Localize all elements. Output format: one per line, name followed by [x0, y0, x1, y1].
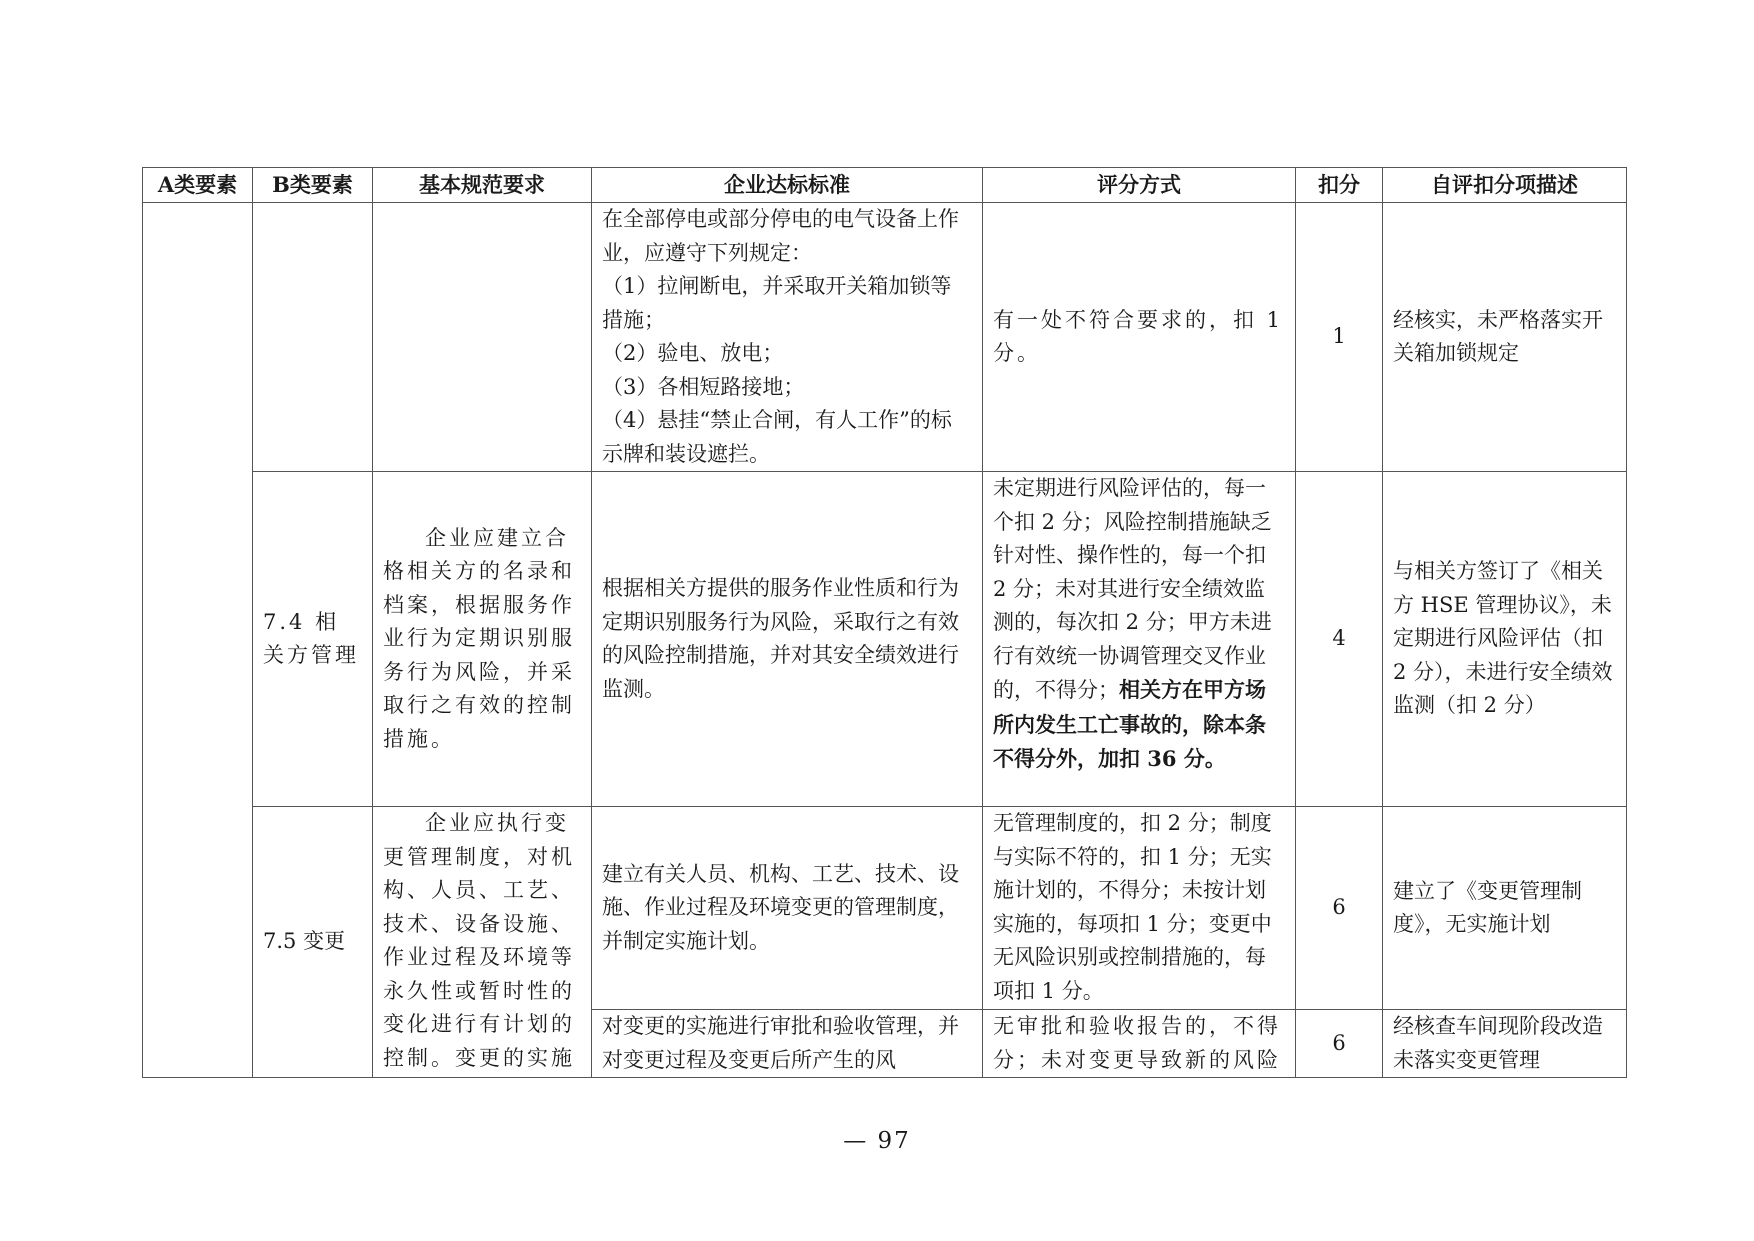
scoring-cell: 有一处不符合要求的，扣 1 分。	[983, 203, 1296, 472]
a-element-cell	[143, 203, 253, 1078]
standard-cell: 在全部停电或部分停电的电气设备上作业，应遵守下列规定： （1）拉闸断电，并采取开关箱加锁等措施； （2）验电、放电； （3）各相短路接地； （4）悬挂“禁止合闸，有人工作”的标示牌和装设遮拦。	[592, 203, 983, 472]
b-element-cell	[253, 203, 373, 472]
header-b-element: B类要素	[253, 168, 373, 203]
deduct-cell: 1	[1296, 203, 1383, 472]
scoring-cell	[983, 472, 1296, 807]
table-row	[143, 203, 1627, 472]
basic-requirement-cell: 企业应建立合格相关方的名录和档案，根据服务作业行为定期识别服务行为风险，并采取行之有效的控制措施。	[373, 472, 592, 807]
table-row	[143, 472, 1627, 807]
evaluation-table	[142, 167, 1627, 1078]
self-eval-cell: 经核查车间现阶段改造未落实变更管理	[1383, 1010, 1627, 1078]
table-row	[143, 807, 1627, 1010]
self-eval-cell: 与相关方签订了《相关方 HSE 管理协议》，未定期进行风险评估（扣 2 分），未进行安全绩效监测（扣 2 分）	[1383, 472, 1627, 807]
page-number: — 97	[843, 1128, 911, 1154]
deduct-cell: 6	[1296, 807, 1383, 1010]
header-deduct: 扣分	[1296, 168, 1383, 203]
self-eval-cell: 建立了《变更管理制度》，无实施计划	[1383, 807, 1627, 1010]
table-header-row	[143, 168, 1627, 203]
header-standard: 企业达标标准	[592, 168, 983, 203]
b-element-cell: 7.4 相关方管理	[253, 472, 373, 807]
header-self-eval: 自评扣分项描述	[1383, 168, 1627, 203]
basic-requirement-cell: 企业应执行变更管理制度，对机构、人员、工艺、技术、设备设施、作业过程及环境等永久性或暂时性的变化进行有计划的控制。变更的实施	[373, 807, 592, 1078]
header-a-element: A类要素	[143, 168, 253, 203]
standard-cell: 建立有关人员、机构、工艺、技术、设施、作业过程及环境变更的管理制度，并制定实施计划。	[592, 807, 983, 1010]
standard-cell: 根据相关方提供的服务作业性质和行为定期识别服务行为风险，采取行之有效的风险控制措施，并对其安全绩效进行监测。	[592, 472, 983, 807]
standard-cell: 对变更的实施进行审批和验收管理，并对变更过程及变更后所产生的风	[592, 1010, 983, 1078]
basic-requirement-cell	[373, 203, 592, 472]
deduct-cell: 4	[1296, 472, 1383, 807]
header-basic-requirement: 基本规范要求	[373, 168, 592, 203]
scoring-text: 未定期进行风险评估的，每一个扣 2 分；风险控制措施缺乏针对性、操作性的，每一个扣 2 分；未对其进行安全绩效监测的，每次扣 2 分；甲方未进行有效统一协调管理交叉作业的，不得分；	[993, 476, 1272, 702]
scoring-bold-text: 相关方在甲方场所内发生工亡事故的，除本条不得分外，加扣 36 分。	[993, 677, 1266, 771]
self-eval-cell: 经核实，未严格落实开关箱加锁规定	[1383, 203, 1627, 472]
scoring-cell: 无审批和验收报告的，不得分；未对变更导致新的风险	[983, 1010, 1296, 1078]
deduct-cell: 6	[1296, 1010, 1383, 1078]
scoring-cell: 无管理制度的，扣 2 分；制度与实际不符的，扣 1 分；无实施计划的，不得分；未按计划实施的，每项扣 1 分；变更中无风险识别或控制措施的，每项扣 1 分。	[983, 807, 1296, 1010]
header-scoring: 评分方式	[983, 168, 1296, 203]
b-element-cell: 7.5 变更	[253, 807, 373, 1078]
